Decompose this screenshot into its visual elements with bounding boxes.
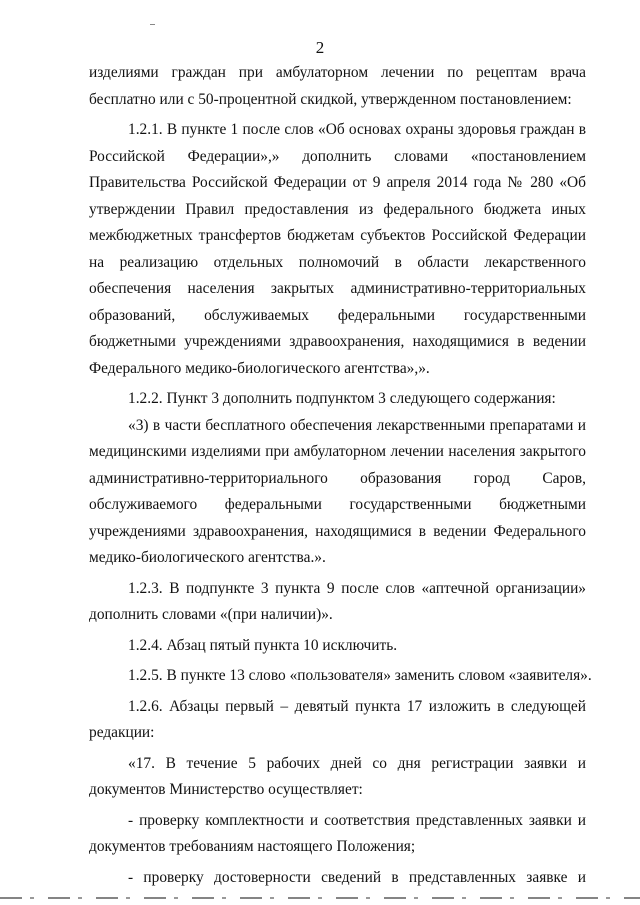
text-line: изделиями граждан при амбулаторном лечении по рецептам врача xyxy=(89,64,586,81)
text-line: документов требованиям настоящего Положения; xyxy=(89,838,416,855)
text-line: Российской Федерации»,» дополнить словами «постановлением xyxy=(89,147,586,165)
text-line: учреждениями здравоохранения, находящимися в ведении Федерального xyxy=(89,522,586,540)
text-line: обслуживаемого федеральными государственными бюджетными xyxy=(89,496,586,513)
text-line: утверждении Правил предоставления из федерального бюджета иных xyxy=(89,200,586,218)
text-line: медико-биологического агентства.». xyxy=(89,549,326,566)
text-line: бюджетными учреждениями здравоохранения, находящимися в ведении xyxy=(89,333,586,350)
text-line: бесплатно или с 50-процентной скидкой, утвержденном постановлением: xyxy=(89,90,572,108)
text-line: 1.2.4. Абзац пятый пункта 10 исключить. xyxy=(128,636,398,654)
text-line: 1.2.5. В пункте 13 слово «пользователя» заменить словом «заявителя». xyxy=(128,667,592,684)
text-line: на реализацию отдельных полномочий в области лекарственного xyxy=(89,253,586,271)
text-line: документов Министерство осуществляет: xyxy=(89,781,363,798)
text-line: «3) в части бесплатного обеспечения лекарственными препаратами и xyxy=(128,416,586,434)
text-line: Правительства Российской Федерации от 9 апреля 2014 года № 280 «Об xyxy=(89,174,586,191)
page-number: 2 xyxy=(315,38,325,57)
text-line: административно-территориального образования город Саров, xyxy=(89,469,586,487)
text-line: образований, обслуживаемых федеральными государственными xyxy=(89,306,586,324)
text-line: - проверку комплектности и соответствия представленных заявки и xyxy=(128,811,586,829)
text-line: 1.2.6. Абзацы первый – девятый пункта 17 изложить в следующей xyxy=(128,697,586,715)
text-line: 1.2.2. Пункт 3 дополнить подпунктом 3 следующего содержания: xyxy=(128,390,556,407)
scan-mark xyxy=(150,24,155,25)
text-line: - проверку достоверности сведений в представленных заявке и xyxy=(128,868,586,886)
text-line: Федерального медико-биологического агентства»,». xyxy=(89,359,430,377)
text-line: редакции: xyxy=(89,724,155,741)
text-line: 1.2.1. В пункте 1 после слов «Об основах охраны здоровья граждан в xyxy=(128,121,586,138)
text-line: межбюджетных трансфертов бюджетам субъектов Российской Федерации xyxy=(89,227,586,244)
text-line: 1.2.3. В подпункте 3 пункта 9 после слов «аптечной организации» xyxy=(128,579,586,597)
scan-edge xyxy=(0,897,640,899)
text-line: дополнить словами «(при наличии)». xyxy=(89,606,333,623)
text-line: обеспечения населения закрытых административно-территориальных xyxy=(89,280,586,297)
text-line: медицинскими изделиями при амбулаторном лечении населения закрытого xyxy=(89,443,586,460)
text-line: «17. В течение 5 рабочих дней со дня регистрации заявки и xyxy=(128,754,586,772)
document-body xyxy=(89,60,592,891)
